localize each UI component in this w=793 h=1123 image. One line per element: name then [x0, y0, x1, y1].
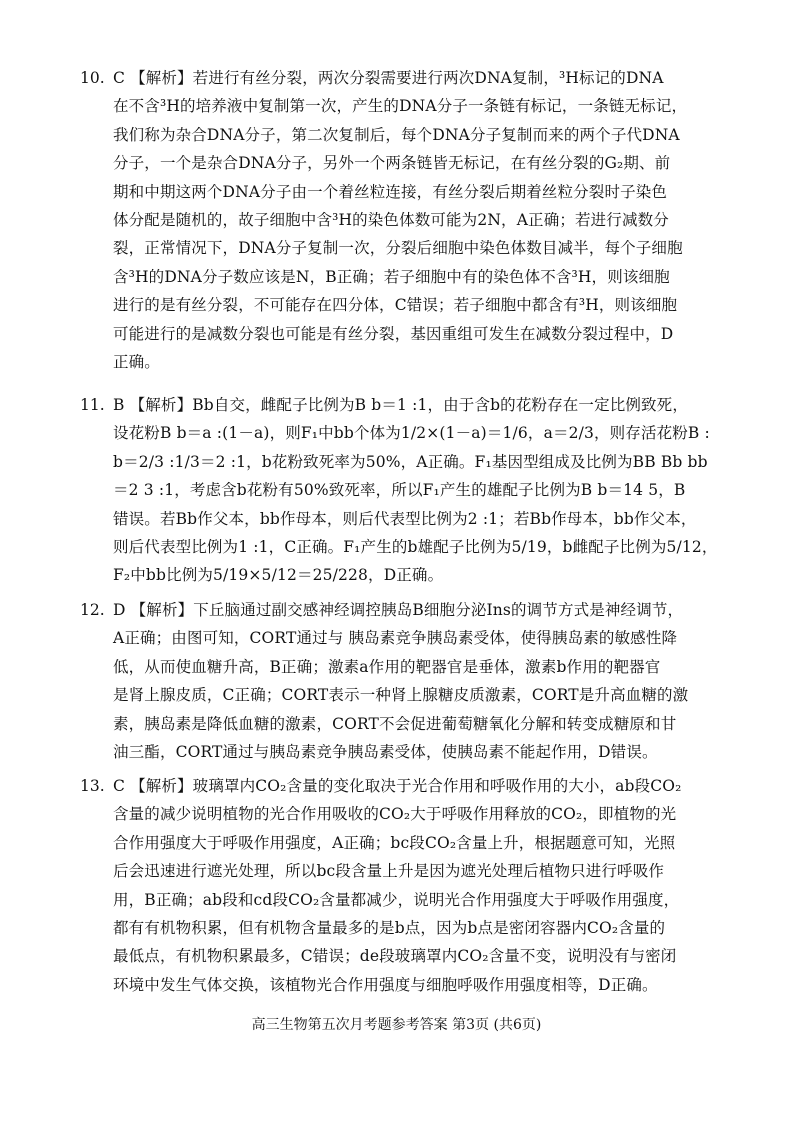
- explanation-text: [113, 64, 730, 376]
- question-number: 13.: [80, 777, 105, 795]
- answer-item-13: [80, 772, 730, 999]
- text-line: C 【解析】若进行有丝分裂，两次分裂需要进行两次DNA复制，³H标记的DNA: [113, 69, 664, 87]
- text-line: D 【解析】下丘脑通过副交感神经调控胰岛B细胞分泌Ins的调节方式是神经调节，: [113, 601, 684, 619]
- text-line: 含量的减少说明植物的光合作用吸收的CO₂大于呼吸作用释放的CO₂，即植物的光: [113, 805, 677, 824]
- text-line: F₂中bb比例为5/19×5/12＝25/228，D正确。: [113, 566, 444, 585]
- text-line: 低，从而使血糖升高，B正确；激素a作用的靶器官是垂体，激素b作用的靶器官: [113, 657, 661, 676]
- text-line: 用，B正确；ab段和cd段CO₂含量都减少，说明光合作用强度大于呼吸作用强度，: [113, 890, 680, 909]
- text-line: b＝2/3 :1/3＝2 :1，b花粉致死率为50%，A正确。F₁基因型组成及比例为BB Bb bb: [113, 452, 708, 471]
- text-line: 素，胰岛素是降低血糖的激素，CORT不会促进葡萄糖氧化分解和转变成糖原和甘: [113, 714, 677, 733]
- page-footer: 高三生物第五次月考题参考答案 第3页 (共6页): [251, 1017, 542, 1033]
- text-line: 进行的是有丝分裂，不可能存在四分体，C错误；若子细胞中都含有³H，则该细胞: [113, 296, 678, 315]
- text-line: 最低点，有机物积累最多，C错误；de段玻璃罩内CO₂含量不变，说明没有与密闭: [113, 947, 677, 966]
- text-line: 错误。若Bb作父本，bb作母本，则后代表型比例为2 :1；若Bb作母本，bb作父本，: [113, 509, 697, 528]
- text-line: 油三酯，CORT通过与胰岛素竞争胰岛素受体，使胰岛素不能起作用，D错误。: [113, 742, 658, 761]
- question-number: 10.: [80, 69, 105, 87]
- text-line: 期和中期这两个DNA分子由一个着丝粒连接，有丝分裂后期着丝粒分裂时子染色: [113, 182, 668, 201]
- answer-item-11: [80, 391, 730, 590]
- text-line: 设花粉B b＝a :(1－a)，则F₁中bb个体为1/2×(1－a)＝1/6，a＝2/3，则存活花粉B :: [113, 424, 710, 443]
- text-line: ＝2 3 :1，考虑含b花粉有50%致死率，所以F₁产生的雄配子比例为B b＝14 5，B: [113, 481, 686, 500]
- text-line: 是肾上腺皮质，C正确；CORT表示一种肾上腺糖皮质激素，CORT是升高血糖的激: [113, 686, 689, 705]
- explanation-text: [113, 391, 730, 590]
- text-line: 则后代表型比例为1 :1，C正确。F₁产生的b雄配子比例为5/19，b雌配子比例为5/12，: [113, 537, 718, 556]
- text-line: 环境中发生气体交换，该植物光合作用强度与细胞呼吸作用强度相等，D正确。: [113, 975, 658, 994]
- text-line: 合作用强度大于呼吸作用强度，A正确；bc段CO₂含量上升，根据题意可知，光照: [113, 833, 676, 852]
- text-line: 含³H的DNA分子数应该是N，B正确；若子细胞中有的染色体不含³H，则该细胞: [113, 267, 670, 286]
- explanation-text: [113, 596, 730, 766]
- text-line: 正确。: [113, 352, 160, 371]
- text-line: 体分配是随机的，故子细胞中含³H的染色体数可能为2N，A正确；若进行减数分: [113, 210, 669, 229]
- text-line: 我们称为杂合DNA分子，第二次复制后，每个DNA分子复制而来的两个子代DNA: [113, 125, 680, 144]
- text-line: C 【解析】玻璃罩内CO₂含量的变化取决于光合作用和呼吸作用的大小，ab段CO₂: [113, 777, 682, 795]
- question-number: 11.: [80, 396, 105, 414]
- explanation-text: [113, 772, 730, 999]
- question-number: 12.: [80, 601, 105, 619]
- text-line: 裂，正常情况下，DNA分子复制一次，分裂后细胞中染色体数目减半，每个子细胞: [113, 239, 683, 258]
- text-line: 分子，一个是杂合DNA分子，另外一个两条链皆无标记，在有丝分裂的G₂期、前: [113, 154, 671, 173]
- text-line: 都有有机物积累，但有机物含量最多的是b点，因为b点是密闭容器内CO₂含量的: [113, 918, 666, 937]
- text-line: 在不含³H的培养液中复制第一次，产生的DNA分子一条链有标记，一条链无标记，: [113, 97, 688, 116]
- answer-item-10: [80, 64, 730, 376]
- text-line: 可能进行的是减数分裂也可能是有丝分裂，基因重组可发生在减数分裂过程中，D: [113, 324, 674, 343]
- text-line: A正确；由图可知，CORT通过与 胰岛素竞争胰岛素受体，使得胰岛素的敏感性降: [113, 629, 678, 648]
- text-line: B 【解析】Bb自交，雌配子比例为B b＝1 :1，由于含b的花粉存在一定比例致死，: [113, 396, 688, 414]
- answer-item-12: [80, 596, 730, 766]
- text-line: 后会迅速进行遮光处理，所以bc段含量上升是因为遮光处理后植物只进行呼吸作: [113, 862, 665, 881]
